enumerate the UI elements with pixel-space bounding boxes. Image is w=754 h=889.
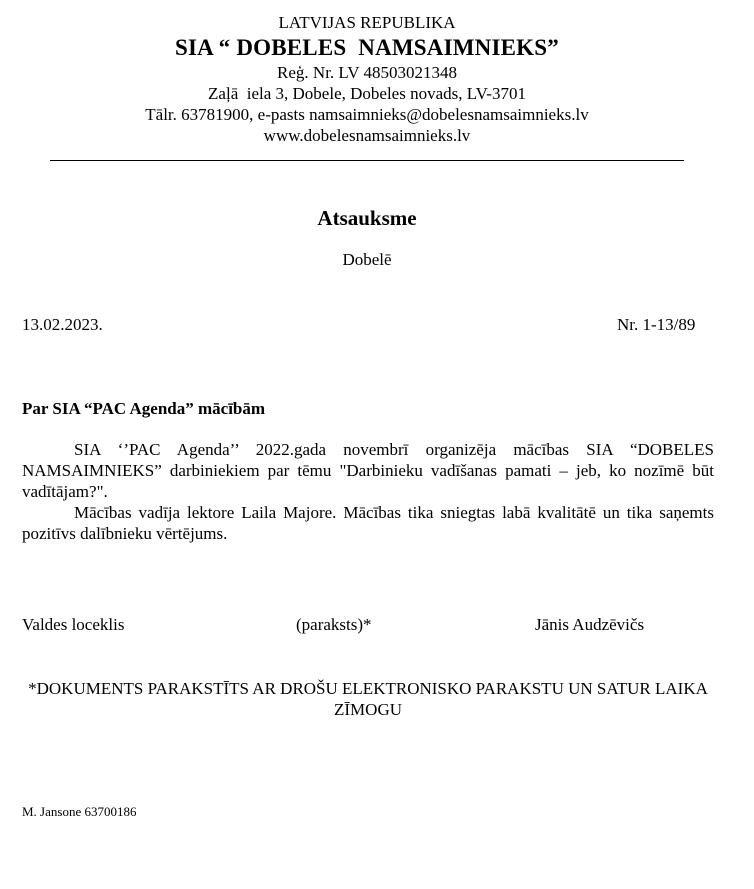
document-title: Atsauksme: [317, 206, 417, 230]
header-divider: [50, 160, 684, 161]
document-number: Nr. 1-13/89: [617, 315, 696, 334]
document-subject: Par SIA “PAC Agenda” mācībām: [22, 399, 266, 418]
letterhead-contact: Tālr. 63781900, e-pasts namsaimnieks@dobelesnamsaimnieks.lv: [145, 105, 589, 124]
document-body: [22, 439, 714, 544]
document-place: Dobelē: [342, 250, 392, 269]
electronic-signature-notice: *DOKUMENTS PARAKSTĪTS AR DROŠU ELEKTRONISKO PARAKSTU UN SATUR LAIKA ZĪMOGU: [28, 679, 708, 719]
letterhead-reg-number: Reģ. Nr. LV 48503021348: [277, 63, 457, 82]
signatory-name: Jānis Audzēvičs: [535, 615, 645, 634]
signature-mark: (paraksts)*: [296, 615, 372, 634]
letterhead-country: LATVIJAS REPUBLIKA: [278, 13, 456, 32]
signatory-role: Valdes loceklis: [22, 615, 125, 634]
body-paragraph: Mācības vadīja lektore Laila Majore. Mācības tika sniegtas labā kvalitātē un tika saņemts pozitīvs dalībnieku vērtējums.: [22, 503, 714, 543]
body-paragraph: SIA ‘’PAC Agenda’’ 2022.gada novembrī organizēja mācības SIA “DOBELES NAMSAIMNIEKS” darbiniekiem par tēmu "Darbinieku vadīšanas pamati – jeb, ko nozīmē būt vadītājam?".: [22, 440, 714, 501]
letterhead-company-name: SIA “ DOBELES NAMSAIMNIEKS”: [175, 35, 559, 60]
document-date: 13.02.2023.: [22, 315, 103, 334]
letterhead-website: www.dobelesnamsaimnieks.lv: [263, 126, 471, 145]
document-author: M. Jansone 63700186: [22, 804, 137, 819]
letterhead-address: Zaļā iela 3, Dobele, Dobeles novads, LV-3701: [208, 84, 526, 103]
